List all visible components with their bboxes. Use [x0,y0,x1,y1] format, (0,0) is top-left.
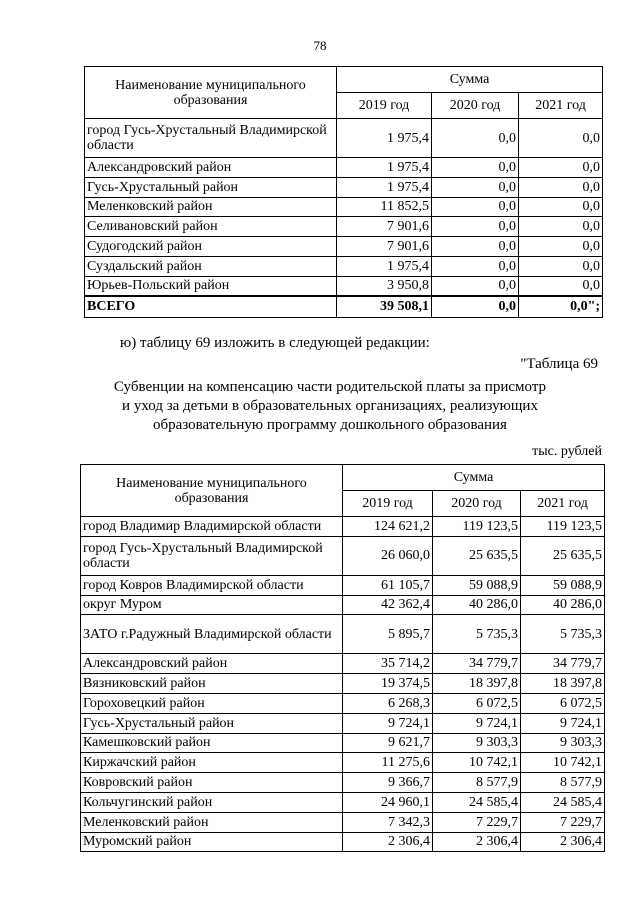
table-row [81,654,605,674]
value-2021: 7 229,7 [521,812,605,832]
total-label: ВСЕГО [85,296,337,317]
header-year-2021: 2021 год [521,491,605,517]
table-row [81,713,605,733]
total-row [85,296,603,317]
municipality-name: Юрьев-Польский район [85,276,337,296]
total-2021: 0,0"; [519,296,603,317]
municipality-name: Кольчугинский район [81,792,343,812]
table-row [81,733,605,753]
value-2019: 2 306,4 [343,832,433,852]
value-2020: 0,0 [432,217,519,237]
municipality-name: Селивановский район [85,217,337,237]
value-2020: 18 397,8 [433,674,521,694]
value-2021: 8 577,9 [521,773,605,793]
table-row [81,575,605,595]
municipality-name: город Ковров Владимирской области [81,575,343,595]
value-2019: 61 105,7 [343,575,433,595]
municipality-name: Гусь-Хрустальный район [81,713,343,733]
table-row [85,256,603,276]
value-2019: 26 060,0 [343,536,433,575]
page-number: 78 [313,38,327,53]
table-title-line: Субвенции на компенсацию части родительской платы за присмотр [113,379,547,395]
table-body [81,517,605,852]
allocation-table-top [84,66,603,318]
table-title-line: образовательную программу дошкольного образования [153,417,507,433]
value-2019: 124 621,2 [343,517,433,537]
municipality-name: Киржачский район [81,753,343,773]
value-2021: 0,0 [519,256,603,276]
value-2020: 25 635,5 [433,536,521,575]
table-row [81,615,605,654]
value-2019: 35 714,2 [343,654,433,674]
municipality-name: Меленковский район [85,197,337,217]
table-row [85,237,603,257]
value-2019: 1 975,4 [337,119,432,158]
header-year-2020: 2020 год [433,491,521,517]
value-2020: 0,0 [432,119,519,158]
table-row [81,753,605,773]
value-2021: 0,0 [519,197,603,217]
value-2020: 0,0 [432,177,519,197]
table-label: "Таблица 69 [520,356,598,372]
value-2019: 5 895,7 [343,615,433,654]
value-2021: 40 286,0 [521,595,605,615]
value-2020: 40 286,0 [433,595,521,615]
value-2021: 0,0 [519,158,603,178]
value-2019: 7 342,3 [343,812,433,832]
total-2020: 0,0 [432,296,519,317]
value-2020: 0,0 [432,256,519,276]
value-2020: 34 779,7 [433,654,521,674]
value-2021: 6 072,5 [521,693,605,713]
header-year-2019: 2019 год [343,491,433,517]
table-row [81,693,605,713]
header-year-2021: 2021 год [519,93,603,119]
value-2021: 59 088,9 [521,575,605,595]
table-row [85,217,603,237]
municipality-name: ЗАТО г.Радужный Владимирской области [81,615,343,654]
value-2021: 34 779,7 [521,654,605,674]
value-2021: 0,0 [519,276,603,296]
value-2021: 2 306,4 [521,832,605,852]
municipality-name: Александровский район [81,654,343,674]
header-year-2020: 2020 год [432,93,519,119]
value-2019: 19 374,5 [343,674,433,694]
value-2019: 1 975,4 [337,256,432,276]
value-2021: 119 123,5 [521,517,605,537]
value-2021: 18 397,8 [521,674,605,694]
value-2021: 9 724,1 [521,713,605,733]
value-2021: 0,0 [519,119,603,158]
table-title [60,378,600,435]
value-2019: 42 362,4 [343,595,433,615]
value-2019: 3 950,8 [337,276,432,296]
header-name: Наименование муниципального образования [81,465,343,517]
municipality-name: Камешковский район [81,733,343,753]
municipality-name: округ Муром [81,595,343,615]
value-2020: 119 123,5 [433,517,521,537]
municipality-name: Муромский район [81,832,343,852]
instruction-text: ю) таблицу 69 изложить в следующей редакции: [120,335,430,351]
table-row [85,276,603,296]
municipality-name: Гусь-Хрустальный район [85,177,337,197]
table-row [81,792,605,812]
value-2019: 7 901,6 [337,217,432,237]
value-2021: 24 585,4 [521,792,605,812]
value-2020: 24 585,4 [433,792,521,812]
value-2021: 25 635,5 [521,536,605,575]
table-row [81,595,605,615]
value-2020: 9 303,3 [433,733,521,753]
value-2020: 8 577,9 [433,773,521,793]
municipality-name: Гороховецкий район [81,693,343,713]
value-2020: 0,0 [432,197,519,217]
table-row [85,197,603,217]
municipality-name: Судогодский район [85,237,337,257]
value-2020: 7 229,7 [433,812,521,832]
table-body [85,119,603,318]
value-2019: 9 366,7 [343,773,433,793]
value-2019: 7 901,6 [337,237,432,257]
value-2020: 0,0 [432,158,519,178]
table-row [81,773,605,793]
value-2020: 2 306,4 [433,832,521,852]
table-row [81,674,605,694]
units-label: тыс. рублей [532,444,602,459]
value-2019: 1 975,4 [337,158,432,178]
municipality-name: Ковровский район [81,773,343,793]
value-2019: 24 960,1 [343,792,433,812]
value-2021: 0,0 [519,237,603,257]
municipality-name: город Владимир Владимирской области [81,517,343,537]
total-2019: 39 508,1 [337,296,432,317]
header-sum: Сумма [343,465,605,491]
value-2020: 5 735,3 [433,615,521,654]
value-2021: 0,0 [519,217,603,237]
municipality-name: город Гусь-Хрустальный Владимирской области [85,119,337,158]
table-row [81,812,605,832]
value-2020: 9 724,1 [433,713,521,733]
table-row [81,832,605,852]
table-row [81,536,605,575]
header-year-2019: 2019 год [337,93,432,119]
value-2019: 9 724,1 [343,713,433,733]
municipality-name: Александровский район [85,158,337,178]
subvention-table [80,464,605,852]
value-2019: 6 268,3 [343,693,433,713]
table-row [85,119,603,158]
value-2019: 11 852,5 [337,197,432,217]
value-2021: 0,0 [519,177,603,197]
value-2020: 6 072,5 [433,693,521,713]
value-2021: 5 735,3 [521,615,605,654]
value-2020: 10 742,1 [433,753,521,773]
municipality-name: город Гусь-Хрустальный Владимирской области [81,536,343,575]
value-2019: 1 975,4 [337,177,432,197]
table-row [85,158,603,178]
value-2021: 9 303,3 [521,733,605,753]
municipality-name: Меленковский район [81,812,343,832]
header-sum: Сумма [337,67,603,93]
table-row [81,517,605,537]
value-2019: 11 275,6 [343,753,433,773]
table-row [85,177,603,197]
value-2020: 0,0 [432,276,519,296]
municipality-name: Суздальский район [85,256,337,276]
header-name: Наименование муниципального образования [85,67,337,119]
value-2020: 0,0 [432,237,519,257]
value-2021: 10 742,1 [521,753,605,773]
table-title-line: и уход за детьми в образовательных организациях, реализующих [122,398,538,414]
municipality-name: Вязниковский район [81,674,343,694]
value-2020: 59 088,9 [433,575,521,595]
value-2019: 9 621,7 [343,733,433,753]
